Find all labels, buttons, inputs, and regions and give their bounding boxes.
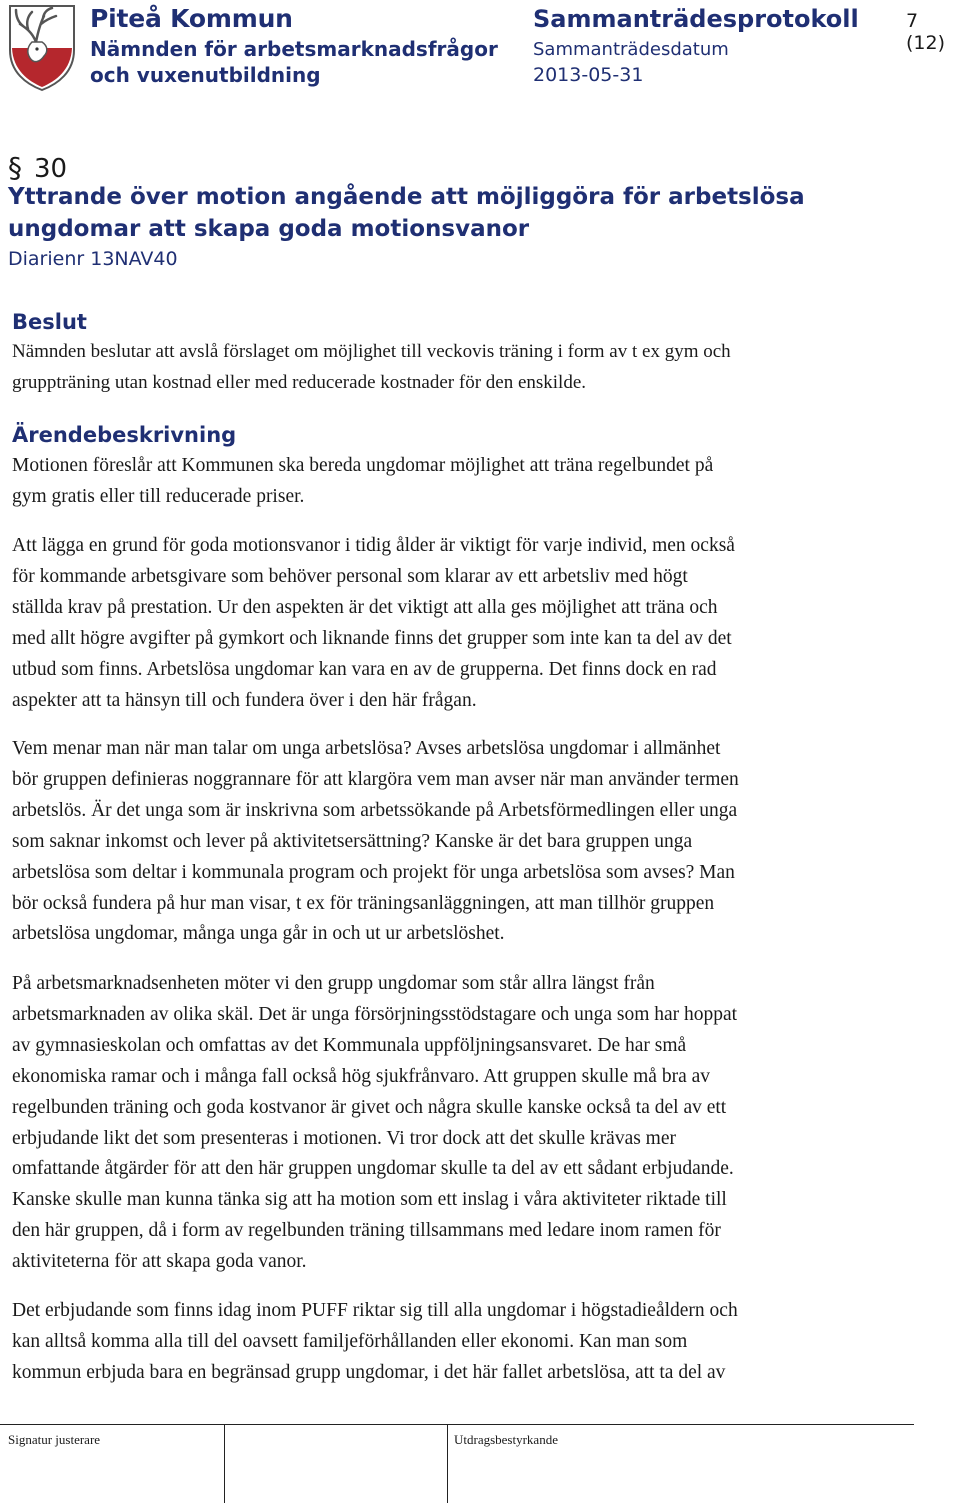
decision-heading: Beslut bbox=[12, 310, 87, 334]
text-line: Det erbjudande som finns idag inom PUFF riktar sig till alla ungdomar i högstadieåldern och bbox=[12, 1300, 738, 1321]
certification-field-label: Utdragsbestyrkande bbox=[454, 1432, 558, 1447]
text-line: erbjudande likt det som presenteras i motionen. Vi tror dock att det skulle krävas mer bbox=[12, 1127, 676, 1149]
text-line: aspekter att ta hänsyn till och fundera över i den här frågan. bbox=[12, 689, 477, 711]
text-line: bör också fundera på hur man visar, t ex för träningsanläggningen, att man tillhör gruppen bbox=[12, 892, 715, 914]
text-line: av gymnasieskolan och omfattas av det Kommunala uppföljningsansvaret. De har små bbox=[12, 1034, 687, 1056]
section-number: 30 bbox=[34, 154, 68, 184]
text-line: bör gruppen definieras noggrannare för att klargöra vem man avser när man använder termen bbox=[12, 768, 739, 790]
meeting-date: 2013-05-31 bbox=[533, 64, 644, 86]
decision-line: Nämnden beslutar att avslå förslaget om möjlighet till veckovis träning i form av t ex gym och bbox=[12, 341, 731, 362]
decision-paragraph bbox=[12, 337, 912, 399]
section-title-line2: ungdomar att skapa goda motionsvanor bbox=[8, 216, 530, 242]
committee-name-line1: Nämnden för arbetsmarknadsfrågor bbox=[90, 37, 498, 61]
text-line: arbetsmarknaden av olika skäl. Det är unga försörjningsstödstagare och unga som har hoppat bbox=[12, 1003, 738, 1025]
text-line: arbetslösa som deltar i kommunala program och projekt för unga arbetslösa som avses? Man bbox=[12, 861, 735, 883]
text-line: ekonomiska ramar och i många fall också hög sjukfrånvaro. Att gruppen skulle må bra av bbox=[12, 1065, 711, 1087]
section-title-line1: Yttrande över motion angående att möjliggöra för arbetslösa bbox=[8, 184, 805, 210]
case-paragraph-4 bbox=[12, 969, 912, 1278]
organization-name: Piteå Kommun bbox=[90, 4, 293, 33]
text-line: gym gratis eller till reducerade priser. bbox=[12, 485, 305, 507]
signature-box-divider bbox=[224, 1424, 225, 1503]
meeting-date-label: Sammanträdesdatum bbox=[533, 39, 729, 60]
section-heading bbox=[8, 151, 67, 184]
signature-box-divider bbox=[447, 1424, 448, 1503]
case-paragraph-5 bbox=[12, 1296, 912, 1389]
text-line: Vem menar man när man talar om unga arbetslösa? Avses arbetslösa ungdomar i allmänhet bbox=[12, 738, 721, 759]
document-title: Sammanträdesprotokoll bbox=[533, 5, 859, 33]
text-line: aktiviteterna för att skapa goda vanor. bbox=[12, 1251, 307, 1273]
text-line: Motionen föreslår att Kommunen ska bereda ungdomar möjlighet att träna regelbundet på bbox=[12, 455, 714, 476]
footer-divider bbox=[0, 1424, 914, 1425]
text-line: utbud som finns. Arbetslösa ungdomar kan vara en av de grupperna. Det finns dock en rad bbox=[12, 658, 717, 680]
case-paragraph-3 bbox=[12, 734, 912, 950]
text-line: Att lägga en grund för goda motionsvanor i tidig ålder är viktigt för varje individ, men också bbox=[12, 535, 735, 556]
text-line: som saknar inkomst och lever på aktivitetsersättning? Kanske är det bara gruppen unga bbox=[12, 830, 693, 852]
text-line: kommun erbjuda bara en begränsad grupp ungdomar, i det här fallet arbetslösa, att ta del av bbox=[12, 1361, 726, 1383]
text-line: arbetslösa ungdomar, många unga går in och ut ur arbetslöshet. bbox=[12, 923, 505, 945]
text-line: regelbunden träning och goda kostvanor är givet och några skulle kanske också ta del av ett bbox=[12, 1096, 727, 1118]
committee-name-line2: och vuxenutbildning bbox=[90, 63, 321, 87]
text-line: omfattande åtgärder för att den här gruppen ungdomar skulle ta del av ett sådant erbjudande. bbox=[12, 1158, 734, 1180]
diary-number: Diarienr 13NAV40 bbox=[8, 248, 178, 270]
pitea-crest-logo-icon bbox=[6, 2, 78, 92]
case-description-heading: Ärendebeskrivning bbox=[12, 423, 237, 447]
case-paragraph-1 bbox=[12, 451, 912, 513]
paragraph-symbol: § bbox=[8, 151, 22, 184]
signature-field-label: Signatur justerare bbox=[8, 1432, 101, 1447]
text-line: Kanske skulle man kunna tänka sig att ha motion som ett inslag i våra aktiviteter riktade till bbox=[12, 1189, 727, 1211]
text-line: ställda krav på prestation. Ur den aspekten är det viktigt att alla ges möjlighet att träna och bbox=[12, 596, 718, 618]
text-line: På arbetsmarknadsenheten möter vi den grupp ungdomar som står allra längst från bbox=[12, 973, 655, 994]
text-line: för kommande arbetsgivare som behöver personal som klarar av ett arbetsliv med högt bbox=[12, 565, 688, 587]
text-line: den här gruppen, då i form av regelbunden träning tillsammans med ledare inom ramen för bbox=[12, 1220, 721, 1242]
decision-line: gruppträning utan kostnad eller med reducerade kostnader för den enskilde. bbox=[12, 371, 587, 393]
text-line: arbetslös. Är det unga som är inskrivna som arbetssökande på Arbetsförmedlingen eller unga bbox=[12, 799, 738, 821]
case-paragraph-2 bbox=[12, 531, 912, 716]
page-number: 7 (12) bbox=[906, 10, 946, 54]
text-line: med allt högre avgifter på gymkort och liknande finns det grupper som inte kan ta del av det bbox=[12, 627, 732, 649]
text-line: kan alltså komma alla till del oavsett familjeförhållanden eller ekonomi. Kan man som bbox=[12, 1330, 688, 1352]
